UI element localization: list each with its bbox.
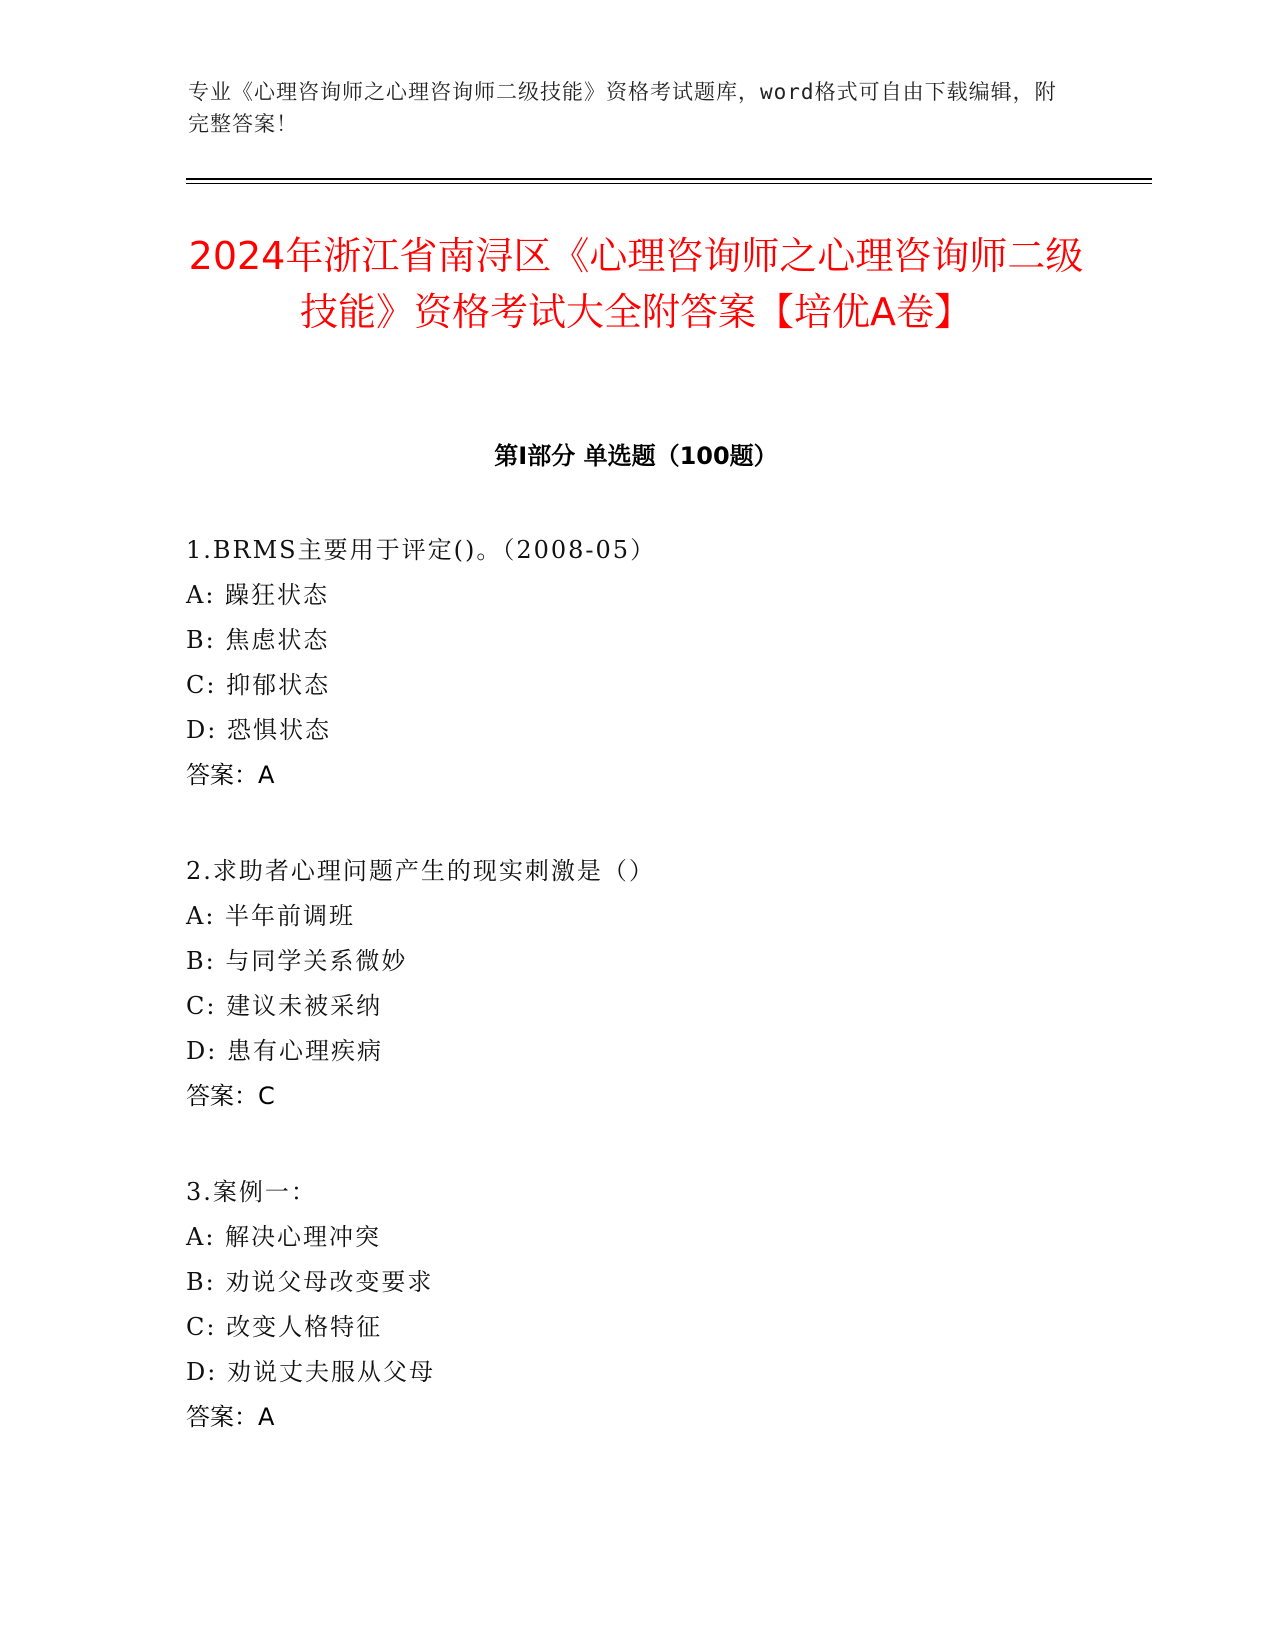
option-a: A: 解决心理冲突 bbox=[186, 1223, 382, 1251]
section-heading: 第I部分 单选题（100题） bbox=[494, 442, 778, 470]
answer: 答案：A bbox=[186, 761, 275, 789]
option-b: B: 劝说父母改变要求 bbox=[186, 1268, 434, 1296]
option-a: A: 半年前调班 bbox=[186, 902, 356, 930]
header-divider-thin bbox=[186, 183, 1152, 184]
question-stem: 1.BRMS主要用于评定()。（2008-05） bbox=[186, 536, 657, 564]
answer: 答案：C bbox=[186, 1082, 275, 1110]
option-c: C: 抑郁状态 bbox=[186, 671, 331, 699]
option-b: B: 焦虑状态 bbox=[186, 626, 330, 654]
option-c: C: 建议未被采纳 bbox=[186, 992, 383, 1020]
option-c: C: 改变人格特征 bbox=[186, 1313, 383, 1341]
question-3 bbox=[186, 1170, 1086, 1440]
header-note: 专业《心理咨询师之心理咨询师二级技能》资格考试题库，word格式可自由下载编辑，附完整答案！ bbox=[188, 80, 1057, 136]
header-divider-thick bbox=[186, 178, 1152, 180]
question-stem: 2.求助者心理问题产生的现实刺激是（） bbox=[186, 857, 655, 885]
question-list bbox=[186, 528, 1086, 1491]
option-d: D: 恐惧状态 bbox=[186, 716, 331, 744]
question-stem: 3.案例一： bbox=[186, 1178, 317, 1206]
question-2 bbox=[186, 849, 1086, 1119]
document-title: 2024年浙江省南浔区《心理咨询师之心理咨询师二级技能》资格考试大全附答案【培优A卷】 bbox=[188, 234, 1084, 334]
option-a: A: 躁狂状态 bbox=[186, 581, 330, 609]
option-b: B: 与同学关系微妙 bbox=[186, 947, 408, 975]
option-d: D: 患有心理疾病 bbox=[186, 1037, 383, 1065]
answer: 答案：A bbox=[186, 1403, 275, 1431]
option-d: D: 劝说丈夫服从父母 bbox=[186, 1358, 435, 1386]
question-1 bbox=[186, 528, 1086, 798]
